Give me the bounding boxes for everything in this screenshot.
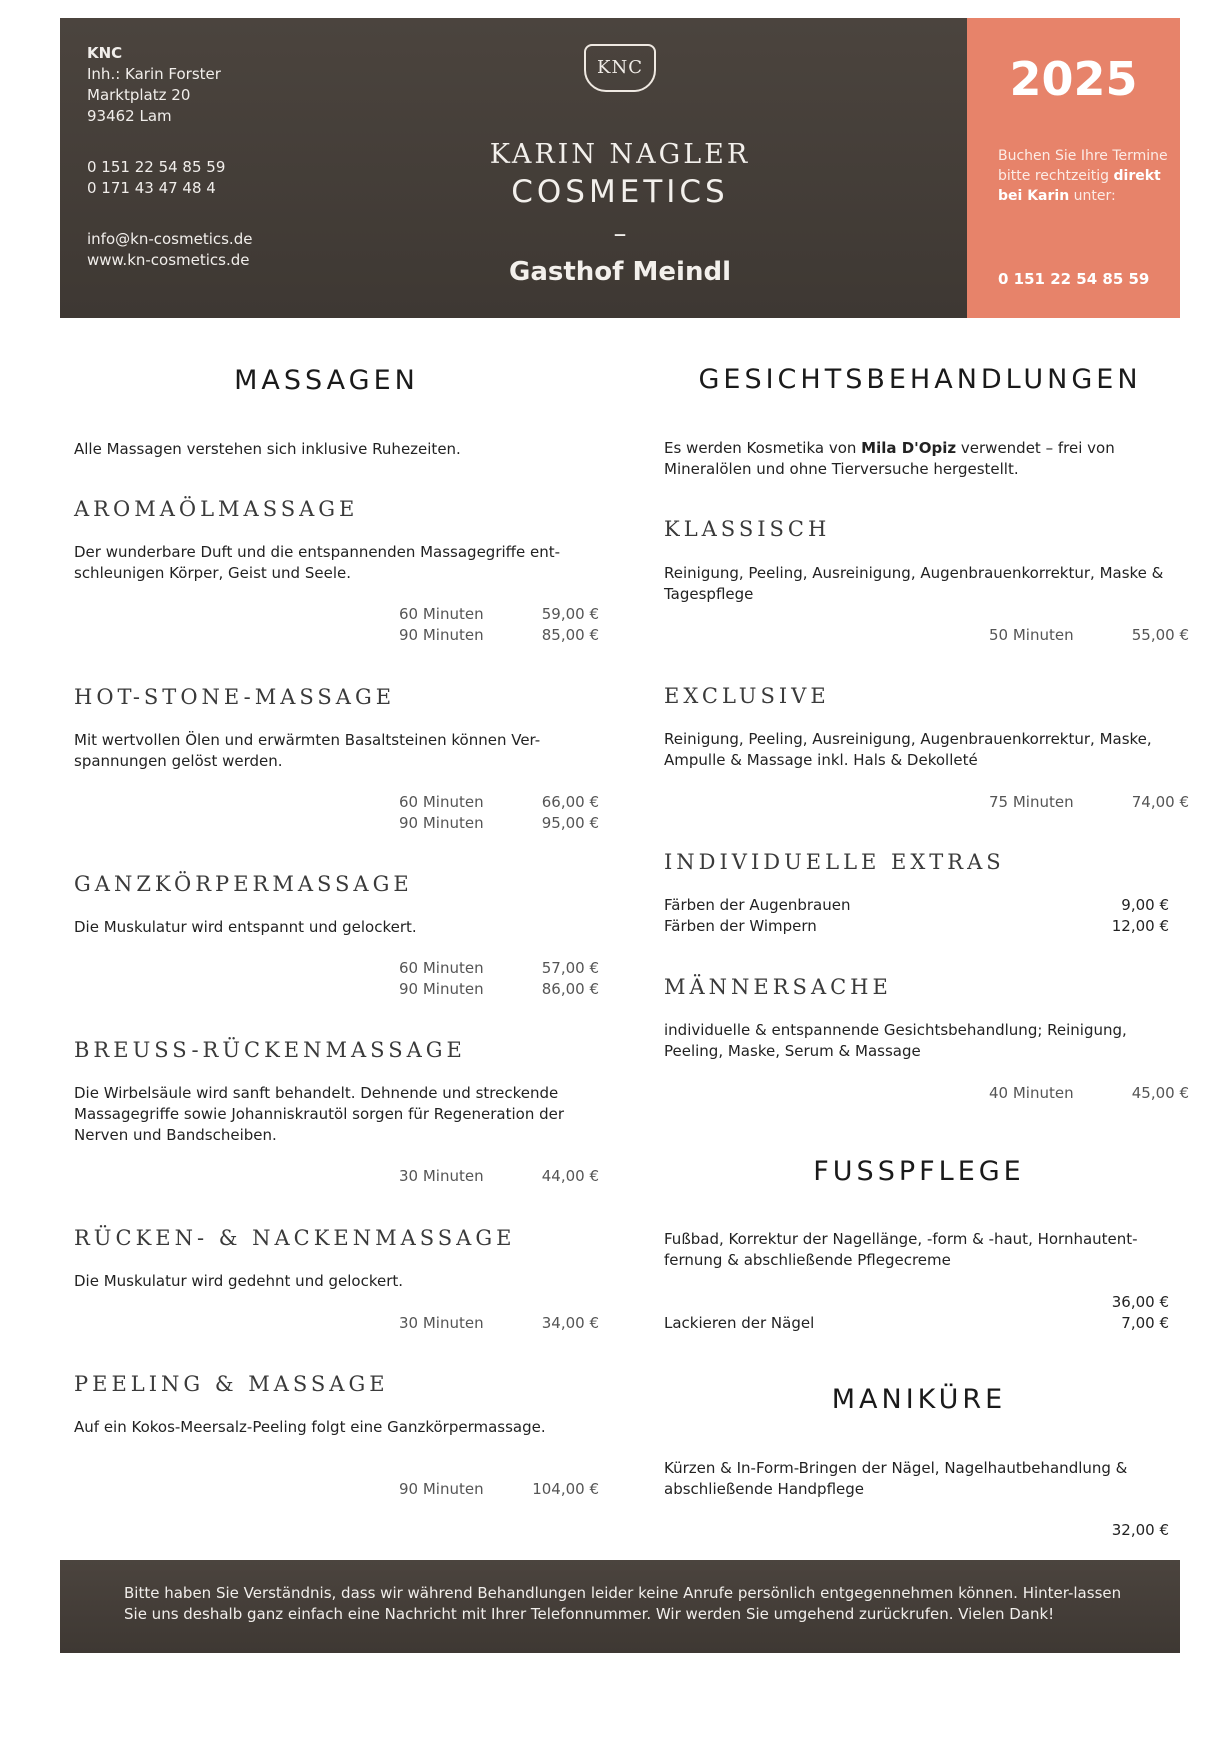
price-row: 60 Minuten 57,00 € [399, 959, 599, 977]
brand-name: KNC [87, 44, 123, 62]
title-block [390, 138, 850, 292]
service-title: MÄNNERSACHE [664, 975, 892, 999]
footer-notice: Bitte haben Sie Verständnis, dass wir während Behandlungen leider keine Anrufe persönlich entgegennehmen können. Hinter-lassen Sie uns deshalb ganz einfach eine Nachricht mit Ihrer Telefonnummer. Wir werden Sie umgehend zurückrufen. Vielen Dank! [124, 1584, 1122, 1623]
title-cosmetics: COSMETICS [511, 174, 729, 210]
contact-block [87, 43, 252, 271]
lackieren-row: Lackieren der Nägel 7,00 € [664, 1314, 1169, 1332]
service-title: KLASSISCH [664, 517, 831, 541]
knc-logo: KNC [584, 44, 656, 92]
section-heading-massagen: MASSAGEN [234, 365, 419, 396]
service-desc: Mit wertvollen Ölen und erwärmten Basaltsteinen können Ver-spannungen gelöst werden. [74, 731, 541, 770]
gesicht-intro: Es werden Kosmetika von Mila D'Opiz verwendet – frei von Mineralölen und ohne Tierversuche hergestellt. [664, 439, 1115, 478]
phone-1: 0 151 22 54 85 59 [87, 158, 226, 176]
website-link[interactable]: www.kn-cosmetics.de [87, 251, 250, 269]
service-desc: Reinigung, Peeling, Ausreinigung, Augenbrauenkorrektur, Maske & Tagespflege [664, 564, 1164, 603]
booking-phone[interactable]: 0 151 22 54 85 59 [998, 270, 1150, 288]
section-heading-fusspflege: FUSSPFLEGE [813, 1156, 1025, 1187]
extra-row: Färben der Wimpern 12,00 € [664, 917, 1169, 935]
price-row: 60 Minuten 66,00 € [399, 793, 599, 811]
price-row: 30 Minuten 34,00 € [399, 1314, 599, 1332]
price-row: 30 Minuten 44,00 € [399, 1167, 599, 1185]
service-title: PEELING & MASSAGE [74, 1372, 389, 1396]
booking-panel [967, 18, 1180, 318]
title-name: KARIN NAGLER [489, 139, 751, 170]
booking-text: Buchen Sie Ihre Termine bitte rechtzeitig direkt bei Karin unter: [998, 148, 1168, 204]
service-desc: Reinigung, Peeling, Ausreinigung, Augenbrauenkorrektur, Maske, Ampulle & Massage inkl. Hals & Dekolleté [664, 730, 1152, 769]
price-row: 90 Minuten 104,00 € [399, 1480, 599, 1498]
price-row: 60 Minuten 59,00 € [399, 605, 599, 623]
email-link[interactable]: info@kn-cosmetics.de [87, 230, 253, 248]
footer-banner [60, 1560, 1180, 1653]
price-row: 90 Minuten 86,00 € [399, 980, 599, 998]
service-title: EXCLUSIVE [664, 684, 830, 708]
service-desc: Die Muskulatur wird gedehnt und gelockert. [74, 1272, 404, 1290]
service-title: GANZKÖRPERMASSAGE [74, 872, 413, 896]
price-row: 40 Minuten 45,00 € [989, 1084, 1189, 1102]
section-heading-gesicht: GESICHTSBEHANDLUNGEN [698, 364, 1142, 395]
service-desc: Die Wirbelsäule wird sanft behandelt. Dehnende und streckende Massagegriffe sowie Johanniskrautöl sorgen für Regeneration der Nerven und Bandscheiben. [74, 1084, 565, 1144]
service-desc: Auf ein Kokos-Meersalz-Peeling folgt eine Ganzkörpermassage. [74, 1418, 546, 1436]
header-banner [60, 18, 1180, 318]
service-title: RÜCKEN- & NACKENMASSAGE [74, 1226, 516, 1250]
phone-2: 0 171 43 47 48 4 [87, 179, 216, 197]
city: 93462 Lam [87, 107, 172, 125]
fusspflege-desc: Fußbad, Korrektur der Nagellänge, -form & -haut, Hornhautent-fernung & abschließende Pflegecreme [664, 1230, 1138, 1269]
owner: Inh.: Karin Forster [87, 65, 221, 83]
service-desc: individuelle & entspannende Gesichtsbehandlung; Reinigung, Peeling, Maske, Serum & Massage [664, 1021, 1127, 1060]
service-title: HOT-STONE-MASSAGE [74, 685, 396, 709]
service-title: AROMAÖLMASSAGE [74, 497, 359, 521]
year: 2025 [1009, 52, 1138, 106]
price-row: 90 Minuten 95,00 € [399, 814, 599, 832]
title-location: Gasthof Meindl [509, 257, 731, 287]
price-row: 50 Minuten 55,00 € [989, 626, 1189, 644]
title-dash: – [613, 219, 627, 249]
street: Marktplatz 20 [87, 86, 191, 104]
service-desc: Der wunderbare Duft und die entspannenden Massagegriffe ent-schleunigen Körper, Geist und Seele. [74, 543, 561, 582]
service-title: BREUSS-RÜCKENMASSAGE [74, 1038, 466, 1062]
service-desc: Die Muskulatur wird entspannt und gelockert. [74, 918, 417, 936]
extra-row: Färben der Augenbrauen 9,00 € [664, 896, 1169, 914]
massagen-intro: Alle Massagen verstehen sich inklusive Ruhezeiten. [74, 440, 461, 458]
price-row: 75 Minuten 74,00 € [989, 793, 1189, 811]
price-row: 90 Minuten 85,00 € [399, 626, 599, 644]
section-heading-manikuere: MANIKÜRE [831, 1384, 1007, 1415]
service-title: INDIVIDUELLE EXTRAS [664, 850, 1005, 874]
manikuere-desc: Kürzen & In-Form-Bringen der Nägel, Nagelhautbehandlung & abschließende Handpflege [664, 1459, 1128, 1498]
